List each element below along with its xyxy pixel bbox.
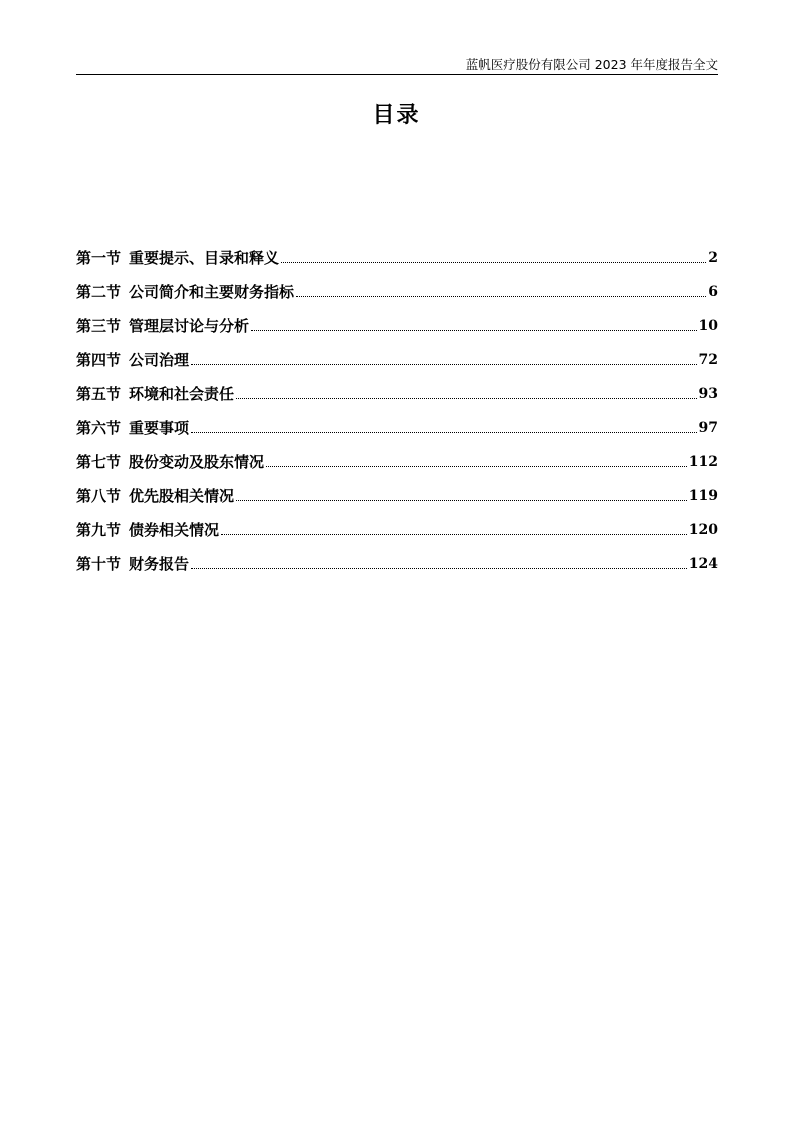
toc-entry-title: 环境和社会责任 (129, 385, 235, 403)
dot-leader (191, 364, 696, 365)
header-text: 蓝帆医疗股份有限公司 2023 年年度报告全文 (465, 57, 718, 72)
toc-entry[interactable] (76, 438, 718, 472)
toc-entry-title: 优先股相关情况 (129, 487, 235, 505)
toc-chapter-label: 第四节 (76, 351, 122, 369)
toc-entry-title: 管理层讨论与分析 (129, 317, 250, 335)
toc-page-number: 10 (698, 318, 718, 334)
toc-page-number: 6 (708, 284, 718, 300)
toc-chapter-label: 第三节 (76, 317, 122, 335)
toc-chapter-label: 第十节 (76, 555, 122, 573)
table-of-contents (76, 234, 718, 574)
toc-entry[interactable] (76, 404, 718, 438)
toc-chapter-label: 第八节 (76, 487, 122, 505)
toc-page-number: 2 (708, 250, 718, 266)
toc-page-number: 124 (688, 556, 718, 572)
dot-leader (221, 534, 687, 535)
toc-entry-title: 债券相关情况 (129, 521, 220, 539)
dot-leader (296, 296, 706, 297)
dot-leader (236, 398, 696, 399)
toc-entry[interactable] (76, 268, 718, 302)
toc-entry-title: 重要事项 (129, 419, 190, 437)
toc-page-number: 93 (698, 386, 718, 402)
toc-chapter-label: 第一节 (76, 249, 122, 267)
toc-entry[interactable] (76, 506, 718, 540)
toc-page-number: 72 (698, 352, 718, 368)
page-title: 目录 (372, 103, 421, 128)
toc-entry-title: 财务报告 (129, 555, 190, 573)
toc-page-number: 120 (688, 522, 718, 538)
toc-chapter-label: 第五节 (76, 385, 122, 403)
toc-page-number: 119 (688, 488, 718, 504)
dot-leader (281, 262, 706, 263)
dot-leader (251, 330, 696, 331)
toc-entry-title: 公司治理 (129, 351, 190, 369)
toc-entry-title: 重要提示、目录和释义 (129, 249, 280, 267)
toc-page-number: 97 (698, 420, 718, 436)
toc-chapter-label: 第二节 (76, 283, 122, 301)
dot-leader (191, 568, 687, 569)
toc-chapter-label: 第六节 (76, 419, 122, 437)
toc-entry[interactable] (76, 302, 718, 336)
toc-entry[interactable] (76, 472, 718, 506)
dot-leader (266, 466, 687, 467)
dot-leader (191, 432, 696, 433)
toc-entry-title: 股份变动及股东情况 (129, 453, 265, 471)
toc-entry[interactable] (76, 336, 718, 370)
toc-entry[interactable] (76, 370, 718, 404)
toc-entry[interactable] (76, 540, 718, 574)
dot-leader (236, 500, 687, 501)
toc-page-number: 112 (688, 454, 718, 470)
page-header (76, 56, 718, 75)
toc-entry[interactable] (76, 234, 718, 268)
toc-entry-title: 公司简介和主要财务指标 (129, 283, 295, 301)
toc-chapter-label: 第七节 (76, 453, 122, 471)
toc-chapter-label: 第九节 (76, 521, 122, 539)
